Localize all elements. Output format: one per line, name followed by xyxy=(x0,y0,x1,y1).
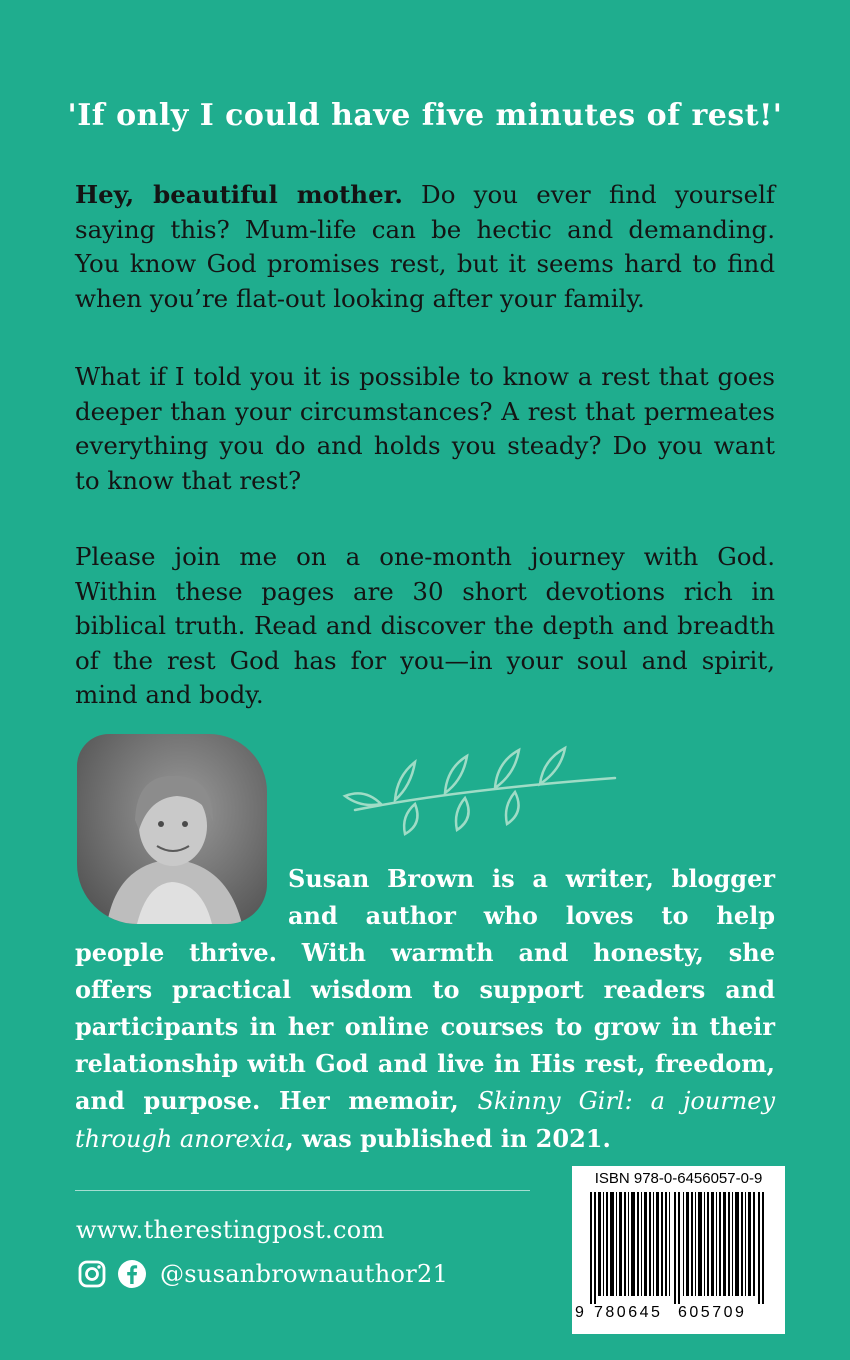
author-photo xyxy=(77,734,267,924)
author-bio-body xyxy=(75,934,775,1158)
website-link[interactable]: www.therestingpost.com xyxy=(76,1216,385,1244)
memoir-title: Skinny Girl: a journey xyxy=(477,1087,775,1115)
facebook-icon[interactable] xyxy=(116,1258,148,1290)
bio-text: and purpose. Her memoir, xyxy=(75,1086,478,1115)
author-bio-intro xyxy=(288,860,775,934)
bio-line xyxy=(75,1082,775,1120)
author-portrait-illustration xyxy=(77,734,267,924)
divider xyxy=(75,1190,530,1191)
barcode-bars xyxy=(580,1192,777,1304)
bio-line: relationship with God and live in His rest, freedom, xyxy=(75,1049,775,1078)
intro-paragraph-2: What if I told you it is possible to know a rest that goes deeper than your circumstances? A rest that permeates everything you do and holds you steady? Do you want to know that rest? xyxy=(75,362,775,495)
bio-line: Susan Brown is a writer, blogger xyxy=(288,864,775,893)
social-handle[interactable]: @susanbrownauthor21 xyxy=(160,1260,449,1288)
social-links xyxy=(76,1256,448,1292)
bio-line: people thrive. With warmth and honesty, she xyxy=(75,938,775,967)
intro-paragraph-1 xyxy=(75,178,775,316)
bio-line: offers practical wisdom to support readers and xyxy=(75,975,775,1004)
leaf-branch-illustration xyxy=(335,738,620,838)
memoir-title-end: through anorexia xyxy=(75,1125,286,1153)
isbn-digits-left: 780645 xyxy=(594,1304,663,1321)
isbn-digit-prefix: 9 xyxy=(575,1304,584,1321)
tagline-quote: 'If only I could have five minutes of rest!' xyxy=(67,98,783,133)
intro-paragraph-3: Please join me on a one-month journey with God. Within these pages are 30 short devotions rich in biblical truth. Read and discover the depth and breadth of the rest God has for you—in your soul and spirit, mind and body. xyxy=(75,542,775,709)
isbn-digits-right: 605709 xyxy=(678,1304,747,1321)
isbn-label: ISBN 978-0-6456057-0-9 xyxy=(594,1170,763,1187)
instagram-icon[interactable] xyxy=(76,1258,108,1290)
bio-text: , was published in 2021. xyxy=(285,1124,611,1153)
bio-line: and author who loves to help xyxy=(288,901,775,930)
intro-paragraph-1-text: Do you ever find yourself saying this? Mum-life can be hectic and demanding. You know God promises rest, but it seems hard to find when you’re flat-out looking after your family. xyxy=(75,180,775,313)
greeting: Hey, beautiful mother. xyxy=(75,180,403,209)
bio-line: participants in her online courses to grow in their xyxy=(75,1012,775,1041)
bio-line xyxy=(75,1120,775,1158)
isbn-barcode xyxy=(572,1166,785,1334)
